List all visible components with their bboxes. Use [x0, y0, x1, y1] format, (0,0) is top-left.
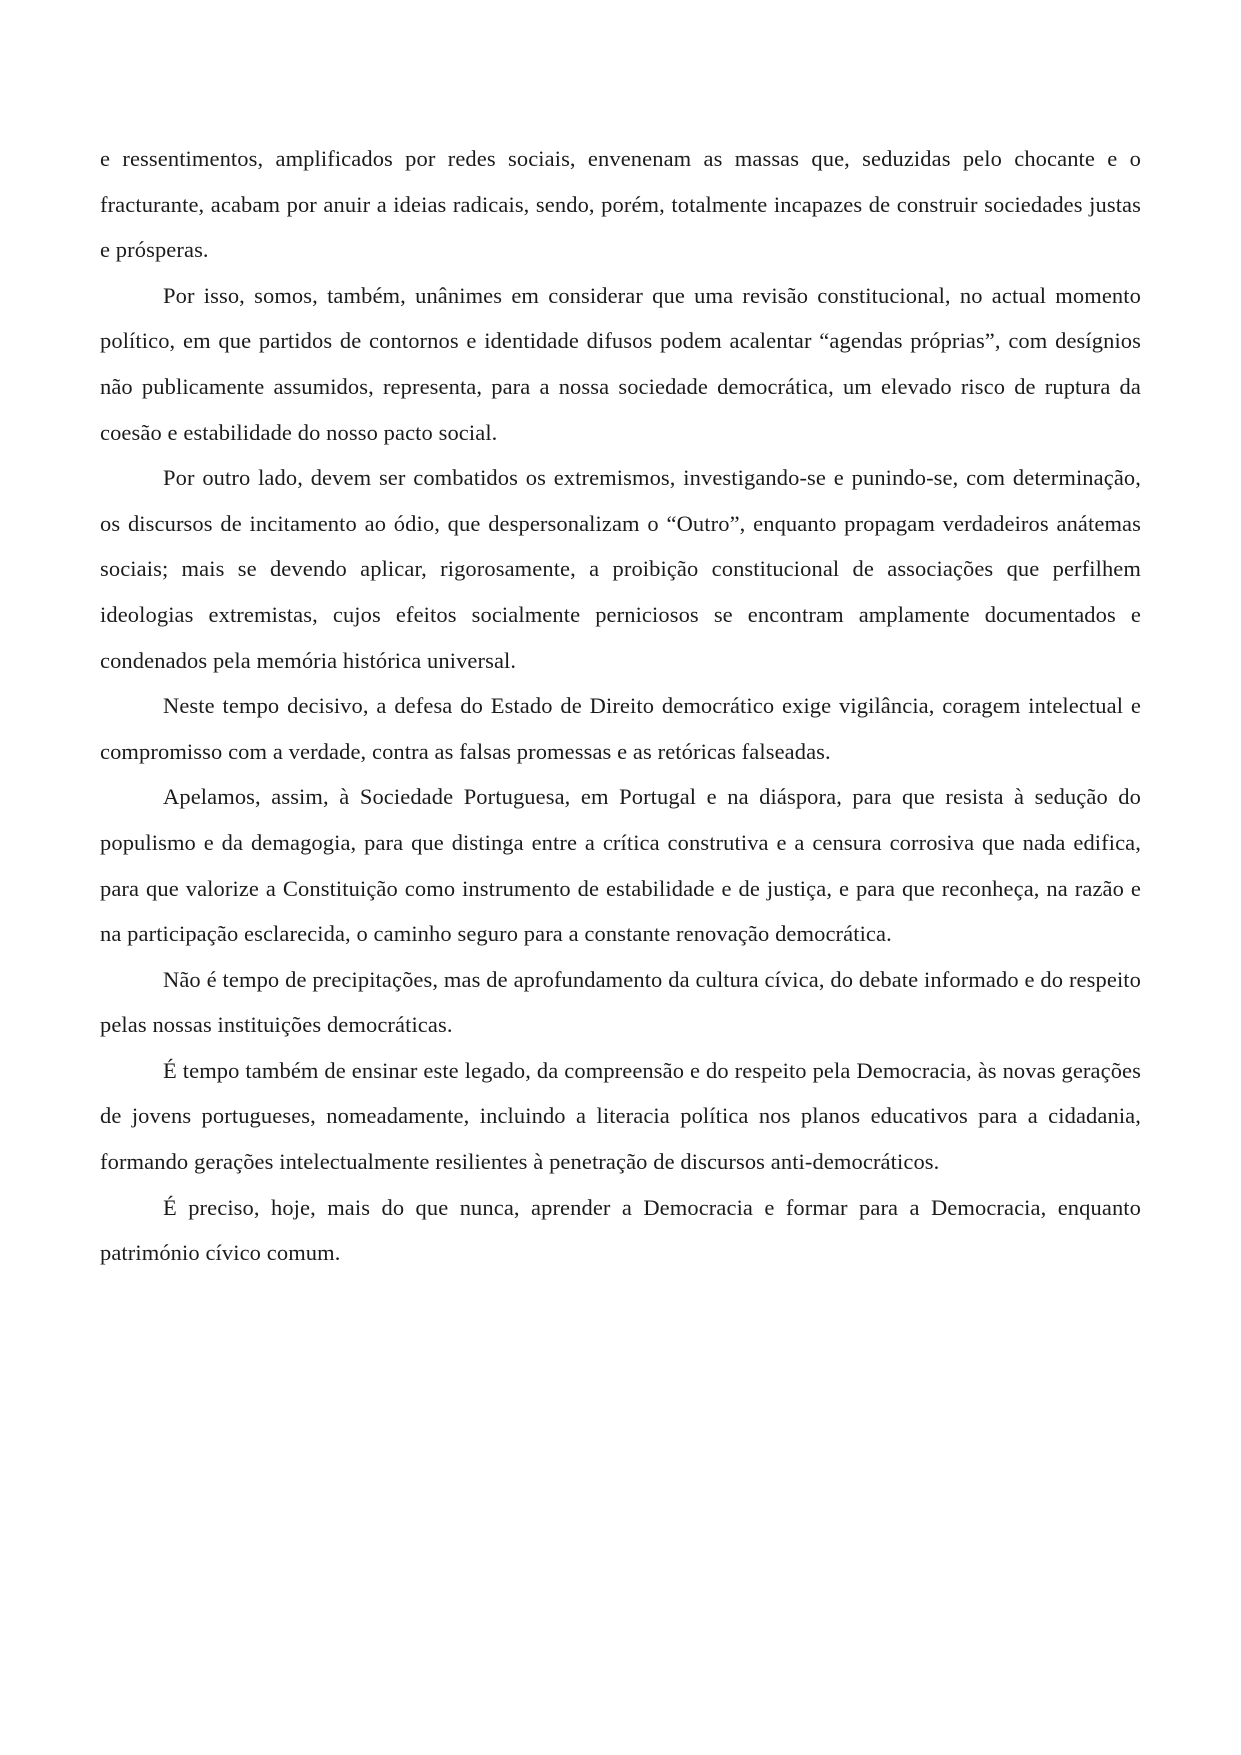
paragraph-defesa-estado-direito: Neste tempo decisivo, a defesa do Estado de Direito democrático exige vigilância, coragem intelectual e compromisso com a verdade, contra as falsas promessas e as retóricas falseadas. [100, 693, 1141, 764]
paragraph-ensinar-legado: É tempo também de ensinar este legado, da compreensão e do respeito pela Democracia, às novas gerações de jovens portugueses, nomeadamente, incluindo a literacia política nos planos educativos para a cidadania, formando gerações intelectualmente resilientes à penetração de discursos anti-democráticos. [100, 1057, 1141, 1175]
paragraph-apelo-sociedade: Apelamos, assim, à Sociedade Portuguesa, em Portugal e na diáspora, para que resista à sedução do populismo e da demagogia, para que distinga entre a crítica construtiva e a censura corrosiva que nada edifica, para que valorize a Constituição como instrumento de estabilidade e de justiça, e para que reconheça, na razão e na participação esclarecida, o caminho seguro para a constante renovação democrática. [100, 784, 1141, 947]
paragraph-combate-extremismos: Por outro lado, devem ser combatidos os extremismos, investigando-se e punindo-se, com determinação, os discursos de incitamento ao ódio, que despersonalizam o “Outro”, enquanto propagam verdadeiros anátemas sociais; mais se devendo aplicar, rigorosamente, a proibição constitucional de associações que perfilhem ideologias extremistas, cujos efeitos socialmente perniciosos se encontram amplamente documentados e condenados pela memória histórica universal. [100, 465, 1141, 673]
paragraph-revisao-constitucional: Por isso, somos, também, unânimes em considerar que uma revisão constitucional, no actual momento político, em que partidos de contornos e identidade difusos podem acalentar “agendas próprias”, com desígnios não publicamente assumidos, representa, para a nossa sociedade democrática, um elevado risco de ruptura da coesão e estabilidade do nosso pacto social. [100, 282, 1141, 445]
paragraph-aprender-democracia: É preciso, hoje, mais do que nunca, aprender a Democracia e formar para a Democracia, enquanto património cívico comum. [100, 1194, 1141, 1266]
paragraph-continuation: e ressentimentos, amplificados por redes sociais, envenenam as massas que, seduzidas pelo chocante e o fracturante, acabam por anuir a ideias radicais, sendo, porém, totalmente incapazes de construir sociedades justas e prósperas. [100, 146, 1141, 263]
paragraph-cultura-civica: Não é tempo de precipitações, mas de aprofundamento da cultura cívica, do debate informado e do respeito pelas nossas instituições democráticas. [100, 966, 1141, 1038]
